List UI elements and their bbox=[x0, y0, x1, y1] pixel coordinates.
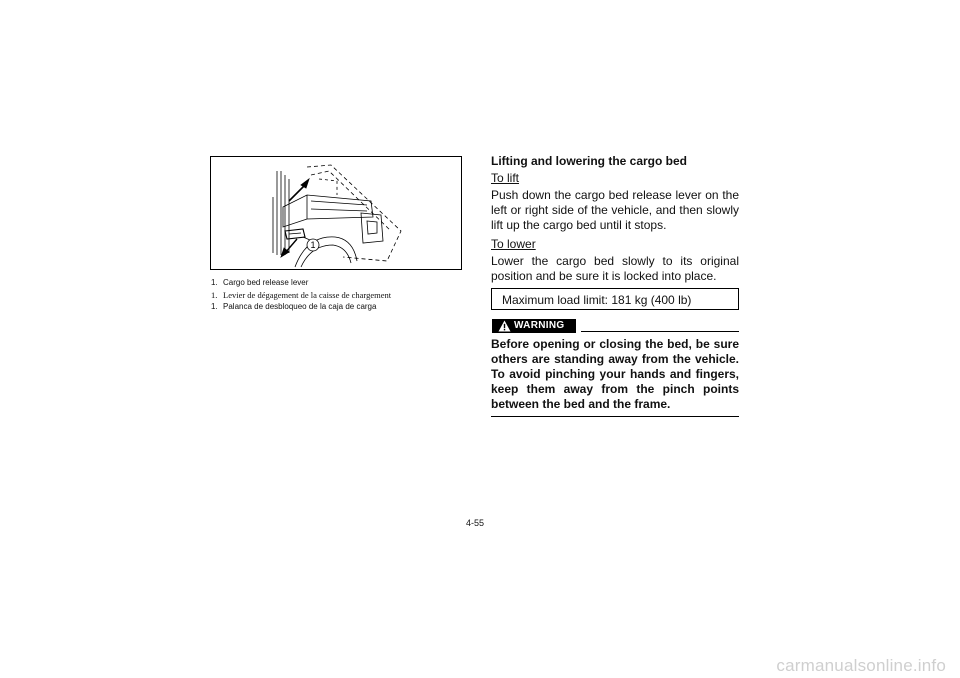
warning-header bbox=[491, 319, 739, 335]
to-lower-paragraph: Lower the cargo bed slowly to its original position and be sure it is locked into place. bbox=[491, 254, 739, 283]
caption-english bbox=[211, 277, 471, 289]
caption-spanish bbox=[211, 301, 471, 313]
section-heading: Lifting and lowering the cargo bed bbox=[491, 154, 688, 168]
load-limit-box: Maximum load limit: 181 kg (400 lb) bbox=[491, 288, 739, 310]
caption-text: Cargo bed release lever bbox=[223, 278, 309, 287]
page-number: 4-55 bbox=[466, 518, 485, 528]
to-lift-subheading: To lift bbox=[491, 171, 520, 185]
caption-number: 1. bbox=[211, 290, 218, 300]
warning-label: WARNING bbox=[514, 320, 565, 331]
to-lift-paragraph: Push down the cargo bed release lever on the left or right side of the vehicle, and then slowly lift up the cargo bed until it stops. bbox=[491, 188, 739, 232]
caption-number: 1. bbox=[211, 302, 218, 311]
instructions-column bbox=[491, 154, 739, 417]
warning-text: Before opening or closing the bed, be sure others are standing away from the vehicle. To avoid pinching your hands and fingers, keep them away from the pinch points between the bed and the frame. bbox=[491, 337, 739, 417]
caption-french bbox=[211, 289, 471, 301]
warning-triangle-icon bbox=[498, 320, 511, 332]
watermark: carmanualsonline.info bbox=[776, 656, 946, 675]
warning-rule bbox=[581, 331, 739, 332]
caption-number: 1. bbox=[211, 278, 218, 287]
figure-captions bbox=[211, 277, 471, 313]
figure-callout-label: 1 bbox=[310, 240, 316, 250]
warning-badge bbox=[492, 319, 576, 333]
to-lower-subheading: To lower bbox=[491, 237, 536, 251]
caption-text: Levier de dégagement de la caisse de chargement bbox=[223, 290, 392, 300]
cargo-bed-line-drawing bbox=[211, 157, 462, 270]
cargo-bed-illustration bbox=[210, 156, 462, 270]
caption-text: Palanca de desbloqueo de la caja de carga bbox=[223, 302, 377, 311]
